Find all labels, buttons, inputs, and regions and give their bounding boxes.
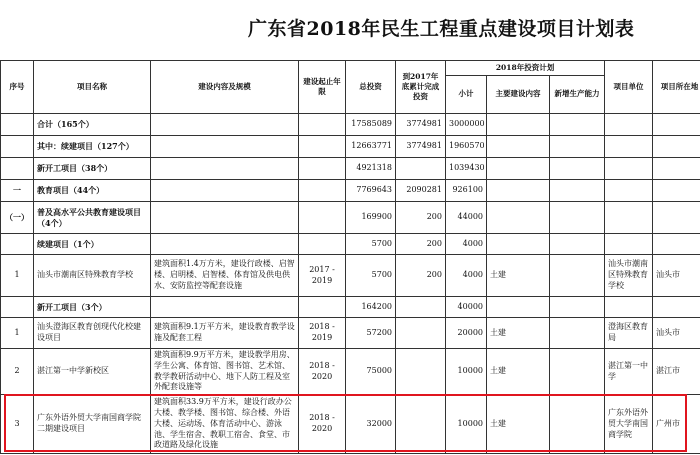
cell-content	[151, 180, 299, 202]
cell-seq	[1, 136, 34, 158]
cell-seq: （一）	[1, 202, 34, 234]
header-main: 主要建设内容	[487, 76, 550, 114]
cell-subtotal: 20000	[446, 318, 487, 349]
cell-main: 土建	[487, 318, 550, 349]
cell-period	[299, 158, 346, 180]
table-row	[1, 234, 700, 255]
cell-main: 土建	[487, 255, 550, 297]
cell-name: 合计（165个）	[34, 114, 151, 136]
cell-period	[299, 114, 346, 136]
cell-total: 164200	[346, 297, 396, 318]
table-row	[1, 255, 700, 297]
table-row	[1, 349, 700, 395]
cell-content: 建筑面积9.9万平方米，建设教学用房、学生公寓、体育馆、图书馆、艺术馆、教学教研活动中心、地下人防工程及室外配套设施等	[151, 349, 299, 395]
cell-main: 土建	[487, 349, 550, 395]
cell-capacity	[550, 180, 605, 202]
cell-content	[151, 234, 299, 255]
cell-location	[653, 158, 700, 180]
cell-total: 7769643	[346, 180, 396, 202]
cell-done: 200	[396, 202, 446, 234]
table-row	[1, 297, 700, 318]
cell-subtotal: 10000	[446, 349, 487, 395]
cell-name: 汕头澄海区教育创现代化校建设项目	[34, 318, 151, 349]
cell-location: 汕头市	[653, 318, 700, 349]
cell-content	[151, 114, 299, 136]
cell-done: 200	[396, 234, 446, 255]
cell-main	[487, 114, 550, 136]
cell-done	[396, 395, 446, 454]
cell-done: 2090281	[396, 180, 446, 202]
cell-capacity	[550, 349, 605, 395]
cell-total: 12663771	[346, 136, 396, 158]
cell-subtotal: 10000	[446, 395, 487, 454]
cell-name: 汕头市潮南区特殊教育学校	[34, 255, 151, 297]
cell-seq	[1, 158, 34, 180]
cell-unit	[605, 136, 653, 158]
cell-location	[653, 202, 700, 234]
cell-content: 建筑面积1.4万方米，建设行政楼、启智楼、启明楼、启智楼、体育馆及供电供水、安防监控等配套设施	[151, 255, 299, 297]
cell-total: 57200	[346, 318, 396, 349]
project-table	[0, 60, 700, 454]
cell-unit	[605, 180, 653, 202]
cell-period	[299, 234, 346, 255]
cell-period: 2018 - 2020	[299, 349, 346, 395]
table-row	[1, 136, 700, 158]
page-title: 广东省2018年民生工程重点建设项目计划表	[248, 18, 635, 40]
table-row	[1, 318, 700, 349]
cell-period	[299, 202, 346, 234]
cell-seq: 1	[1, 318, 34, 349]
table-row	[1, 180, 700, 202]
cell-main	[487, 297, 550, 318]
cell-total: 5700	[346, 255, 396, 297]
cell-capacity	[550, 318, 605, 349]
table-row	[1, 158, 700, 180]
cell-unit	[605, 202, 653, 234]
cell-unit	[605, 234, 653, 255]
cell-content: 建筑面积9.1万平方米，建设教育教学设施及配套工程	[151, 318, 299, 349]
cell-total: 169900	[346, 202, 396, 234]
cell-location	[653, 136, 700, 158]
cell-period: 2018 - 2020	[299, 395, 346, 454]
cell-name: 其中：续建项目（127个）	[34, 136, 151, 158]
cell-subtotal: 4000	[446, 255, 487, 297]
cell-done: 200	[396, 255, 446, 297]
cell-period	[299, 297, 346, 318]
header-capacity: 新增生产能力	[550, 76, 605, 114]
cell-capacity	[550, 202, 605, 234]
table-row	[1, 395, 700, 454]
cell-name: 湛江第一中学新校区	[34, 349, 151, 395]
cell-location	[653, 297, 700, 318]
cell-unit: 澄海区教育局	[605, 318, 653, 349]
header-total: 总投资	[346, 61, 396, 114]
cell-main	[487, 136, 550, 158]
cell-period	[299, 180, 346, 202]
header-name: 项目名称	[34, 61, 151, 114]
cell-capacity	[550, 234, 605, 255]
cell-main: 土建	[487, 395, 550, 454]
cell-content	[151, 297, 299, 318]
cell-unit	[605, 297, 653, 318]
cell-unit: 湛江第一中学	[605, 349, 653, 395]
cell-unit	[605, 114, 653, 136]
table-body	[1, 114, 700, 454]
cell-name: 广东外语外贸大学南国商学院二期建设项目	[34, 395, 151, 454]
cell-period	[299, 136, 346, 158]
header-unit: 项目单位	[605, 61, 653, 114]
cell-capacity	[550, 158, 605, 180]
cell-location: 汕头市	[653, 255, 700, 297]
cell-name: 普及高水平公共教育建设项目（4个）	[34, 202, 151, 234]
cell-capacity	[550, 114, 605, 136]
table-row	[1, 202, 700, 234]
cell-period: 2017 - 2019	[299, 255, 346, 297]
cell-unit: 广东外语外贸大学南国商学院	[605, 395, 653, 454]
cell-seq	[1, 297, 34, 318]
cell-done	[396, 318, 446, 349]
cell-location: 广州市	[653, 395, 700, 454]
cell-subtotal: 1960570	[446, 136, 487, 158]
cell-content	[151, 202, 299, 234]
cell-capacity	[550, 297, 605, 318]
cell-capacity	[550, 136, 605, 158]
cell-subtotal: 1039430	[446, 158, 487, 180]
cell-total: 17585089	[346, 114, 396, 136]
cell-location	[653, 114, 700, 136]
cell-name: 新开工项目（38个）	[34, 158, 151, 180]
cell-subtotal: 926100	[446, 180, 487, 202]
cell-seq	[1, 114, 34, 136]
cell-total: 5700	[346, 234, 396, 255]
cell-unit: 汕头市潮南区特殊教育学校	[605, 255, 653, 297]
cell-done	[396, 158, 446, 180]
cell-done: 3774981	[396, 136, 446, 158]
cell-seq: 3	[1, 395, 34, 454]
cell-period: 2018 - 2019	[299, 318, 346, 349]
header-location: 项目所在地	[653, 61, 700, 114]
cell-seq: 一	[1, 180, 34, 202]
cell-seq: 1	[1, 255, 34, 297]
cell-done: 3774981	[396, 114, 446, 136]
header-period: 建设起止年限	[299, 61, 346, 114]
header-plan-group: 2018年投资计划	[446, 61, 605, 76]
cell-done	[396, 297, 446, 318]
cell-subtotal: 44000	[446, 202, 487, 234]
cell-location: 湛江市	[653, 349, 700, 395]
cell-location	[653, 180, 700, 202]
cell-main	[487, 202, 550, 234]
cell-main	[487, 158, 550, 180]
cell-unit	[605, 158, 653, 180]
cell-name: 教育项目（44个）	[34, 180, 151, 202]
cell-seq	[1, 234, 34, 255]
cell-total: 32000	[346, 395, 396, 454]
cell-capacity	[550, 255, 605, 297]
table-row	[1, 114, 700, 136]
cell-total: 75000	[346, 349, 396, 395]
header-content: 建设内容及规模	[151, 61, 299, 114]
cell-main	[487, 234, 550, 255]
header-done: 到2017年底累计完成投资	[396, 61, 446, 114]
header-seq: 序号	[1, 61, 34, 114]
cell-total: 4921318	[346, 158, 396, 180]
cell-capacity	[550, 395, 605, 454]
cell-subtotal: 4000	[446, 234, 487, 255]
cell-content	[151, 158, 299, 180]
cell-content	[151, 136, 299, 158]
cell-done	[396, 349, 446, 395]
header-subtotal: 小计	[446, 76, 487, 114]
cell-subtotal: 3000000	[446, 114, 487, 136]
cell-location	[653, 234, 700, 255]
cell-subtotal: 40000	[446, 297, 487, 318]
cell-content: 建筑面积33.9万平方米，建设行政办公大楼、教学楼、图书馆、综合楼、外语大楼、运动场、体育活动中心、游泳池、学生宿舍、教职工宿舍、食堂、市政道路及绿化设施	[151, 395, 299, 454]
cell-name: 新开工项目（3个）	[34, 297, 151, 318]
cell-name: 续建项目（1个）	[34, 234, 151, 255]
cell-seq: 2	[1, 349, 34, 395]
cell-main	[487, 180, 550, 202]
